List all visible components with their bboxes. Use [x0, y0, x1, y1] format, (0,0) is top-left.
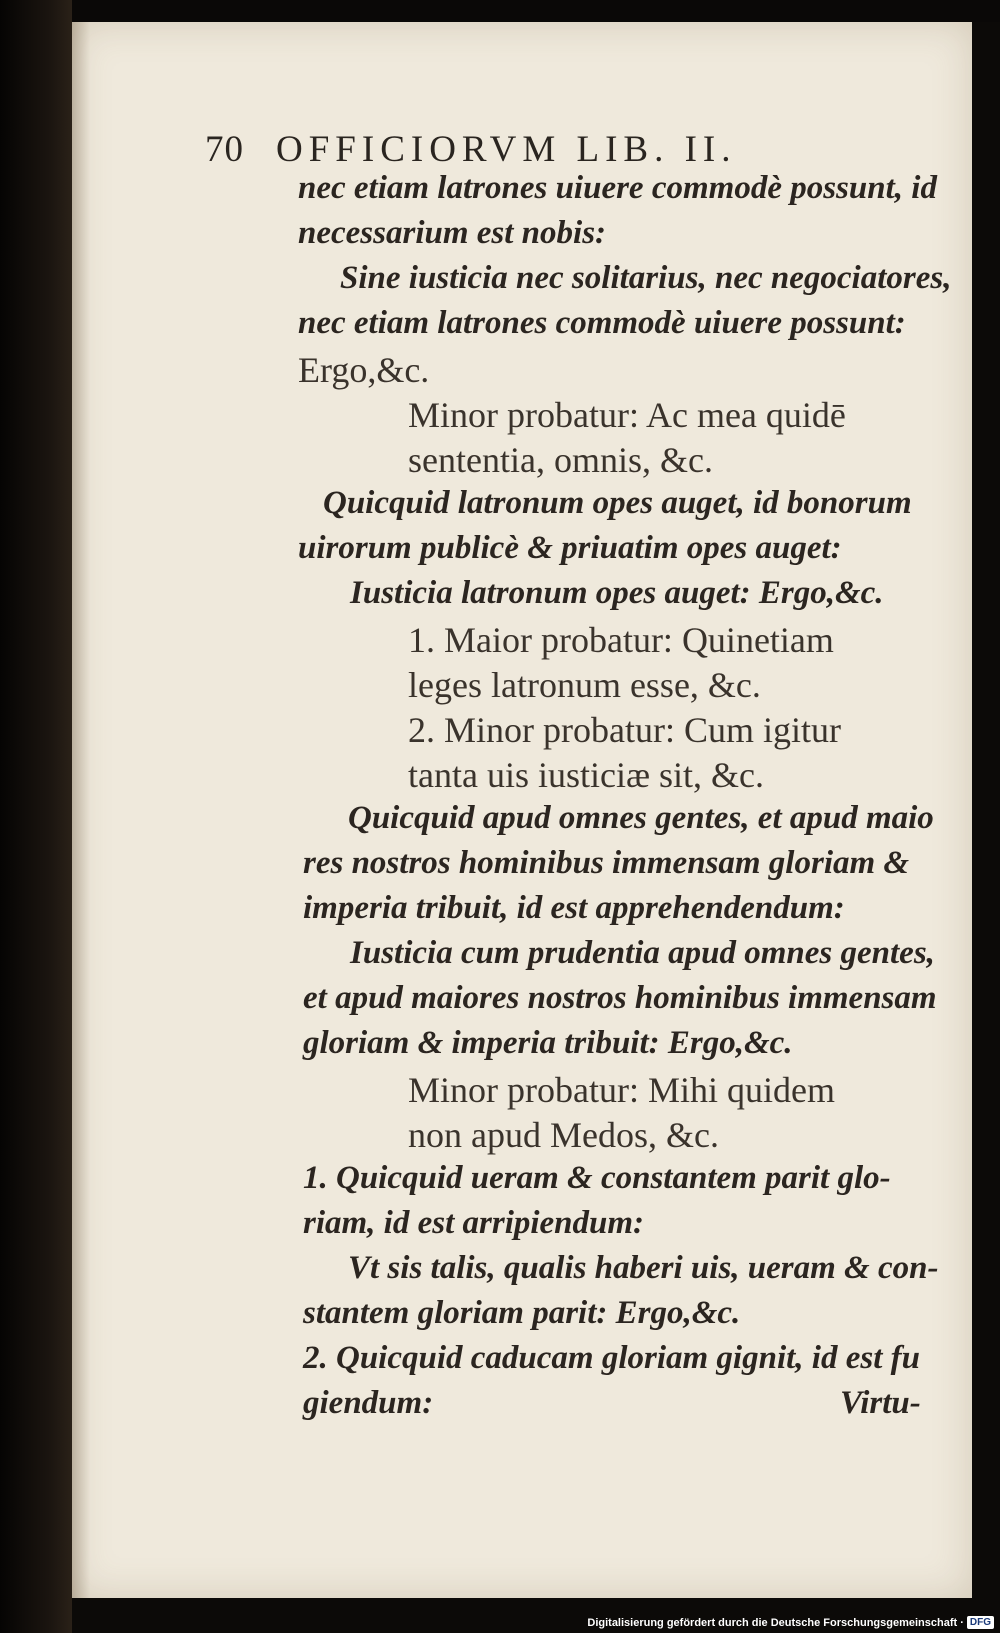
text-line: 1. Quicquid ueram & constantem parit glo-	[303, 1160, 891, 1196]
page-number: 70	[205, 129, 244, 170]
scan-top-edge	[0, 0, 1000, 22]
text-line: et apud maiores nostros hominibus immensam	[303, 980, 937, 1016]
text-line: giendum:	[303, 1385, 434, 1421]
text-line: leges latronum esse, &c.	[408, 665, 761, 705]
text-line: Vt sis talis, qualis haberi uis, ueram & con-	[348, 1250, 939, 1286]
dfg-logo: DFG	[967, 1616, 994, 1629]
running-header	[205, 128, 737, 171]
text-line: necessarium est nobis:	[298, 215, 607, 251]
text-line: riam, id est arripiendum:	[303, 1205, 645, 1241]
text-line: Sine iusticia nec solitarius, nec negociatores,	[340, 260, 952, 296]
text-line: Quicquid apud omnes gentes, et apud maio	[348, 800, 934, 836]
running-title: OFFICIORVM LIB. II.	[276, 129, 737, 170]
digitization-credit	[587, 1616, 994, 1629]
text-line: imperia tribuit, id est apprehendendum:	[303, 890, 845, 926]
text-line: nec etiam latrones commodè uiuere possunt:	[298, 305, 906, 341]
text-line: Minor probatur: Ac mea quidē	[408, 395, 846, 435]
text-line: Iusticia latronum opes auget: Ergo,&c.	[350, 575, 884, 611]
text-line: Quicquid latronum opes auget, id bonorum	[323, 485, 912, 521]
text-line: 2. Minor probatur: Cum igitur	[408, 710, 841, 750]
text-line: Iusticia cum prudentia apud omnes gentes,	[350, 935, 935, 971]
text-line: 1. Maior probatur: Quinetiam	[408, 620, 834, 660]
text-line: gloriam & imperia tribuit: Ergo,&c.	[303, 1025, 793, 1061]
text-line: stantem gloriam parit: Ergo,&c.	[303, 1295, 741, 1331]
text-line: sententia, omnis, &c.	[408, 440, 713, 480]
text-line: tanta uis iusticiæ sit, &c.	[408, 755, 764, 795]
text-line: non apud Medos, &c.	[408, 1115, 719, 1155]
text-line: res nostros hominibus immensam gloriam &	[303, 845, 910, 881]
book-spine-shadow	[0, 0, 72, 1633]
text-line: 2. Quicquid caducam gloriam gignit, id est fu	[303, 1340, 920, 1376]
text-line: uirorum publicè & priuatim opes auget:	[298, 530, 842, 566]
text-line: Virtu-	[840, 1385, 921, 1421]
text-line: Ergo,&c.	[298, 350, 430, 390]
text-line: Minor probatur: Mihi quidem	[408, 1070, 835, 1110]
text-line: nec etiam latrones uiuere commodè possunt, id	[298, 170, 937, 206]
credit-text: Digitalisierung gefördert durch die Deutsche Forschungsgemeinschaft ·	[587, 1616, 964, 1629]
